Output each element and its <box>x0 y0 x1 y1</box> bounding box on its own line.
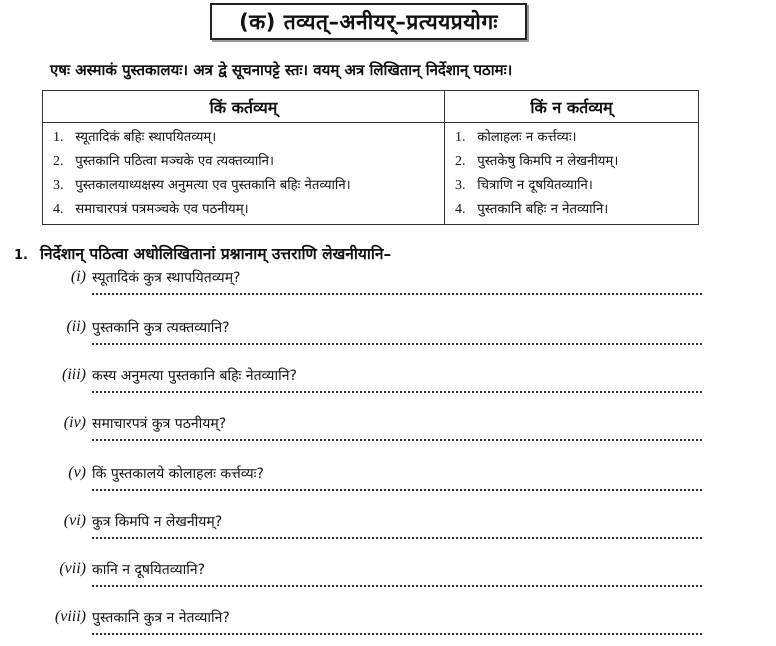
exercise-number: 1. <box>14 248 28 263</box>
table-header-row <box>43 91 699 123</box>
do-list <box>43 123 445 225</box>
header-dont: किं न कर्तव्यम् <box>445 91 699 123</box>
dont-item-text: पुस्तकेषु किमपि न लेखनीयम्। <box>477 154 619 169</box>
question-text: पुस्तकानि कुत्र त्यक्तव्यानि? <box>92 320 230 336</box>
header-do: किं कर्तव्यम् <box>43 91 445 123</box>
answer-line[interactable] <box>92 293 702 295</box>
question-label: (iv) <box>63 414 86 431</box>
question-text: कस्य अनुमत्या पुस्तकानि बहिः नेतव्यानि? <box>92 368 297 384</box>
dont-item-text: कोलाहलः न कर्त्तव्यः। <box>477 130 577 145</box>
dont-item: 2. पुस्तकेषु किमपि न लेखनीयम्। <box>455 154 619 169</box>
dont-item: 3. चित्राणि न दूषयितव्यानि। <box>455 178 593 193</box>
answer-line[interactable] <box>92 343 702 345</box>
answer-line[interactable] <box>92 537 702 539</box>
intro-text: एषः अस्माकं पुस्तकालयः। अत्र द्वे सूचनापट्टे स्तः। वयम् अत्र लिखितान् निर्देशान् पठामः। <box>50 61 513 79</box>
dont-item-text: चित्राणि न दूषयितव्यानि। <box>477 178 593 193</box>
do-item-text: पुस्तकानि पठित्वा मञ्चके एव त्यक्तव्यानि। <box>75 154 274 169</box>
table-body-row <box>43 123 699 225</box>
question-text: स्यूतादिकं कुत्र स्थापयितव्यम्? <box>92 270 241 286</box>
question-label: (vi) <box>63 512 86 529</box>
dont-item: 4. पुस्तकानि बहिः न नेतव्यानि। <box>455 202 609 217</box>
answer-line[interactable] <box>92 585 702 587</box>
rules-table <box>42 90 699 225</box>
question-text: कानि न दूषयितव्यानि? <box>92 562 206 578</box>
question-label: (iii) <box>62 366 86 383</box>
do-item-text: पुस्तकालयाध्यक्षस्य अनुमत्या एव पुस्तकानि बहिः नेतव्यानि। <box>75 178 351 193</box>
question-text: पुस्तकानि कुत्र न नेतव्यानि? <box>92 610 230 626</box>
answer-line[interactable] <box>92 489 702 491</box>
do-item: 3. पुस्तकालयाध्यक्षस्य अनुमत्या एव पुस्तकानि बहिः नेतव्यानि। <box>53 178 351 193</box>
question-label: (viii) <box>54 608 86 625</box>
question-label: (i) <box>70 268 86 285</box>
question-text: समाचारपत्रं कुत्र पठनीयम्? <box>92 416 227 432</box>
question-text: किं पुस्तकालये कोलाहलः कर्त्तव्यः? <box>92 466 264 482</box>
dont-item-text: पुस्तकानि बहिः न नेतव्यानि। <box>477 202 609 217</box>
do-item: 1. स्यूतादिकं बहिः स्थापयितव्यम्। <box>53 130 217 145</box>
dont-list <box>445 123 699 225</box>
answer-line[interactable] <box>92 439 702 441</box>
do-item: 2. पुस्तकानि पठित्वा मञ्चके एव त्यक्तव्यानि। <box>53 154 274 169</box>
answer-line[interactable] <box>92 391 702 393</box>
do-item: 4. समाचारपत्रं पत्रमञ्चके एव पठनीयम्। <box>53 202 249 217</box>
instruction-text: निर्देशान् पठित्वा अधोलिखितानां प्रश्नानाम् उत्तराणि लेखनीयानि– <box>40 245 392 263</box>
do-item-text: स्यूतादिकं बहिः स्थापयितव्यम्। <box>75 130 217 145</box>
do-item-text: समाचारपत्रं पत्रमञ्चके एव पठनीयम्। <box>75 202 249 217</box>
question-text: कुत्र किमपि न लेखनीयम्? <box>92 514 223 530</box>
exercise-instruction <box>14 242 391 264</box>
question-label: (ii) <box>66 318 86 335</box>
section-title: (क) तव्यत्–अनीयर्–प्रत्ययप्रयोगः <box>210 3 527 40</box>
question-label: (v) <box>68 464 86 481</box>
answer-line[interactable] <box>92 633 702 635</box>
question-label: (vii) <box>59 560 86 577</box>
dont-item: 1. कोलाहलः न कर्त्तव्यः। <box>455 130 577 145</box>
